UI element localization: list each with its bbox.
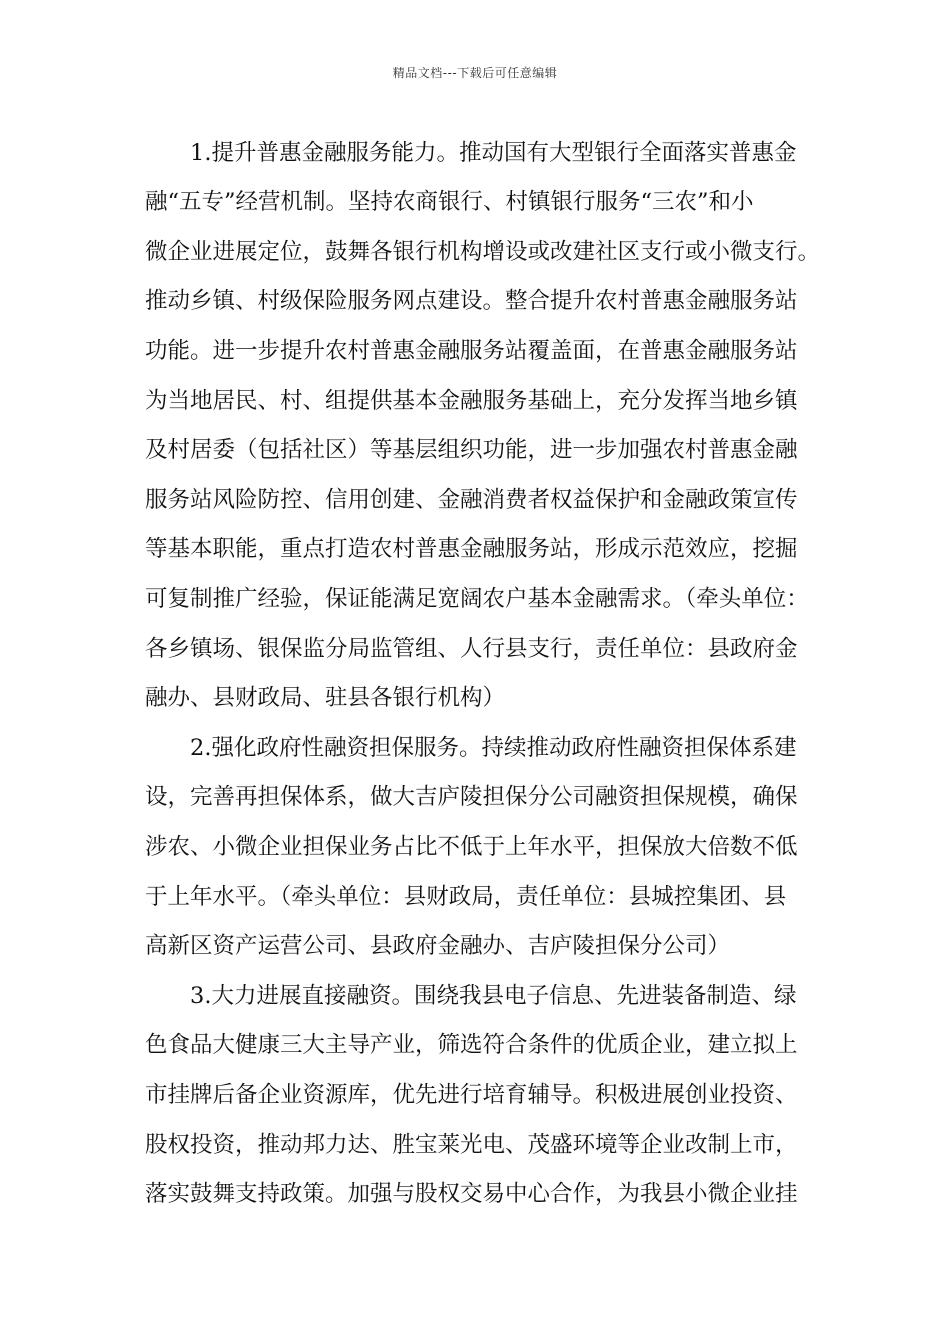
paragraph-1-line-9: 等基本职能，重点打造农村普惠金融服务站，形成示范效应，挖掘 [145, 536, 798, 562]
paragraph-2-line-3: 涉农、小微企业担保业务占比不低于上年水平，担保放大倍数不低 [145, 834, 798, 860]
page-header: 精品文档---下载后可任意编辑 [392, 66, 558, 80]
paragraph-1-line-2: 融“五专”经营机制。坚持农商银行、村镇银行服务“三农”和小 [145, 189, 754, 215]
paragraph-1-line-6: 为当地居民、村、组提供基本金融服务基础上，充分发挥当地乡镇 [145, 388, 798, 414]
paragraph-2-line-1: 2.强化政府性融资担保服务。持续推动政府性融资担保体系建 [190, 735, 797, 761]
paragraph-1-line-4: 推动乡镇、村级保险服务网点建设。整合提升农村普惠金融服务站 [145, 288, 798, 314]
paragraph-2-line-4: 于上年水平。（牵头单位：县财政局，责任单位：县城控集团、县 [145, 884, 787, 910]
paragraph-3-line-5: 落实鼓舞支持政策。加强与股权交易中心合作，为我县小微企业挂 [145, 1181, 798, 1207]
paragraph-1-line-8: 服务站风险防控、信用创建、金融消费者权益保护和金融政策宣传 [145, 487, 798, 513]
paragraph-2-line-5: 高新区资产运营公司、县政府金融办、吉庐陵担保分公司） [145, 933, 731, 959]
paragraph-1-line-1: 1.提升普惠金融服务能力。推动国有大型银行全面落实普惠金 [190, 140, 797, 166]
paragraph-1-line-7: 及村居委（包括社区）等基层组织功能，进一步加强农村普惠金融 [145, 437, 798, 463]
paragraph-1-line-10: 可复制推广经验，保证能满足宽阔农户基本金融需求。（牵头单位： [145, 586, 809, 612]
paragraph-1-line-5: 功能。进一步提升农村普惠金融服务站覆盖面，在普惠金融服务站 [145, 338, 798, 364]
paragraph-1-line-11: 各乡镇场、银保监分局监管组、人行县支行，责任单位：县政府金 [145, 636, 798, 662]
paragraph-2-line-2: 设，完善再担保体系，做大吉庐陵担保分公司融资担保规模，确保 [145, 784, 798, 810]
paragraph-3-line-2: 色食品大健康三大主导产业，筛选符合条件的优质企业，建立拟上 [145, 1032, 798, 1058]
paragraph-3-line-1: 3.大力进展直接融资。围绕我县电子信息、先进装备制造、绿 [190, 983, 797, 1009]
paragraph-3-line-3: 市挂牌后备企业资源库，优先进行培育辅导。积极进展创业投资、 [145, 1082, 798, 1108]
paragraph-1-line-12: 融办、县财政局、驻县各银行机构） [145, 685, 506, 711]
paragraph-3-line-4: 股权投资，推动邦力达、胜宝莱光电、茂盛环境等企业改制上市， [145, 1132, 798, 1158]
paragraph-1-line-3: 微企业进展定位，鼓舞各银行机构增设或改建社区支行或小微支行。 [145, 239, 821, 265]
